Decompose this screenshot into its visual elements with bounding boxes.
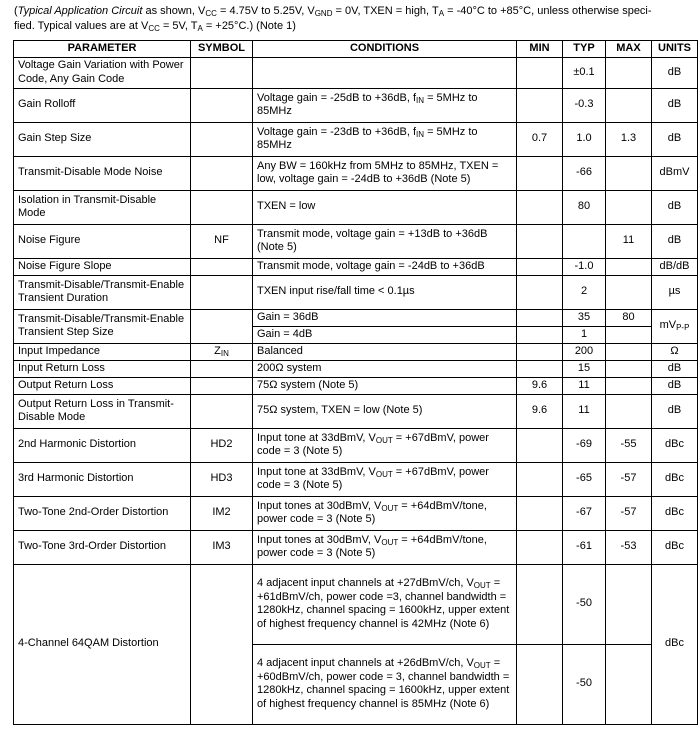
cond-text: = +64dBmV/tone, power code = 3 (Note 5) (257, 499, 487, 525)
cond-text: 4 adjacent input channels at +27dBmV/ch, (257, 577, 467, 589)
conditions-cell (253, 564, 517, 644)
symbol-cell (191, 57, 253, 88)
cond-sub: IN (416, 129, 425, 139)
param-cell: Noise Figure (14, 224, 191, 258)
units-cell (652, 309, 698, 343)
typ-cell: 80 (563, 190, 606, 224)
max-cell (606, 156, 652, 190)
max-cell (606, 343, 652, 360)
cond-text: = +61dBmV/ch, power code =3, channel bandwidth = 1280kHz, channel spacing = 1600kHz, upper extent of highest frequency channel is 42MHz (Note 6) (257, 577, 510, 630)
header-conditions: CONDITIONS (253, 41, 517, 58)
table-row (14, 156, 698, 190)
max-cell: -53 (606, 530, 652, 564)
intro-open-paren: ( (14, 5, 18, 17)
units-cell: dBc (652, 462, 698, 496)
cond-text: = 5MHz to 85MHz (257, 125, 478, 151)
max-cell: 11 (606, 224, 652, 258)
max-cell (606, 258, 652, 275)
header-parameter: PARAMETER (14, 41, 191, 58)
conditions-intro (14, 4, 694, 33)
intro-italic: Typical Application Circuit (17, 5, 143, 17)
min-cell (517, 224, 563, 258)
symbol-cell: NF (191, 224, 253, 258)
typ-cell: -65 (563, 462, 606, 496)
min-cell: 9.6 (517, 377, 563, 394)
units-cell: dB (652, 394, 698, 428)
symbol-text: Z (214, 344, 221, 357)
param-cell: Transmit-Disable/Transmit-Enable Transient Step Size (14, 309, 191, 343)
symbol-cell (191, 275, 253, 309)
typ-cell: -50 (563, 644, 606, 724)
min-cell (517, 190, 563, 224)
min-cell (517, 309, 563, 326)
units-cell: dB (652, 190, 698, 224)
header-units: UNITS (652, 41, 698, 58)
typ-cell: 35 (563, 309, 606, 326)
min-cell (517, 343, 563, 360)
conditions-cell (253, 88, 517, 122)
intro-text: as shown, V (142, 5, 206, 17)
units-cell: dBmV (652, 156, 698, 190)
table-row (14, 496, 698, 530)
param-cell: Gain Step Size (14, 122, 191, 156)
table-row (14, 88, 698, 122)
symbol-cell (191, 564, 253, 724)
typ-cell: 1 (563, 326, 606, 343)
header-row (14, 41, 698, 58)
units-cell: dBc (652, 530, 698, 564)
min-cell (517, 530, 563, 564)
units-cell: dB (652, 224, 698, 258)
min-cell (517, 496, 563, 530)
min-cell (517, 360, 563, 377)
units-cell: µs (652, 275, 698, 309)
cond-text: Voltage gain = -25dB to +36dB, f (257, 91, 417, 104)
cond-text: Input tones at 30dBmV, V (257, 533, 382, 546)
typ-cell: 11 (563, 377, 606, 394)
units-text: mV (659, 319, 677, 332)
cond-text: = +67dBmV, power code = 3 (Note 5) (257, 431, 489, 457)
param-cell: Input Return Loss (14, 360, 191, 377)
header-typ: TYP (563, 41, 606, 58)
typ-cell: 11 (563, 394, 606, 428)
conditions-cell: TXEN = low (253, 190, 517, 224)
min-cell (517, 57, 563, 88)
cond-sub: OUT (473, 581, 491, 590)
units-cell: Ω (652, 343, 698, 360)
table-row (14, 428, 698, 462)
typ-cell: -67 (563, 496, 606, 530)
cond-text: Input tones at 30dBmV, V (257, 499, 382, 512)
units-cell: dBc (652, 564, 698, 724)
conditions-cell (253, 57, 517, 88)
conditions-cell (253, 462, 517, 496)
max-cell (606, 57, 652, 88)
param-cell: Transmit-Disable Mode Noise (14, 156, 191, 190)
min-cell: 9.6 (517, 394, 563, 428)
conditions-cell: Any BW = 160kHz from 5MHz to 85MHz, TXEN = low, voltage gain = -24dB to +36dB (Note 5) (253, 156, 517, 190)
max-cell (606, 394, 652, 428)
param-cell: Input Impedance (14, 343, 191, 360)
typ-cell: ±0.1 (563, 57, 606, 88)
intro-line-1 (14, 4, 694, 19)
cond-sub: OUT (375, 469, 393, 479)
intro-sub: A (438, 9, 445, 18)
typ-cell: -50 (563, 564, 606, 644)
table-row (14, 190, 698, 224)
intro-line-2 (14, 19, 694, 34)
symbol-cell (191, 156, 253, 190)
table-row (14, 564, 698, 644)
param-cell: Transmit-Disable/Transmit-Enable Transient Duration (14, 275, 191, 309)
electrical-characteristics-table (13, 40, 698, 725)
min-cell (517, 462, 563, 496)
min-cell (517, 275, 563, 309)
table-row (14, 462, 698, 496)
intro-sub: CC (205, 9, 217, 18)
symbol-sub: IN (220, 348, 229, 358)
param-cell: Output Return Loss in Transmit-Disable Mode (14, 394, 191, 428)
min-cell (517, 644, 563, 724)
param-cell: 2nd Harmonic Distortion (14, 428, 191, 462)
conditions-cell: Gain = 36dB (253, 309, 517, 326)
intro-sub: A (197, 23, 203, 33)
intro-sub: CC (148, 23, 160, 33)
conditions-cell (253, 428, 517, 462)
symbol-cell (191, 360, 253, 377)
table-row (14, 343, 698, 360)
cond-sub: OUT (375, 435, 393, 445)
header-symbol: SYMBOL (191, 41, 253, 58)
param-cell: Two-Tone 3rd-Order Distortion (14, 530, 191, 564)
conditions-cell: 75Ω system (Note 5) (253, 377, 517, 394)
max-cell (606, 360, 652, 377)
max-cell: -57 (606, 462, 652, 496)
table-row (14, 275, 698, 309)
cond-text: 4 adjacent input channels at +26dBmV/ch, (257, 657, 467, 669)
param-cell: 3rd Harmonic Distortion (14, 462, 191, 496)
symbol-cell (191, 258, 253, 275)
min-cell (517, 428, 563, 462)
typ-cell: 200 (563, 343, 606, 360)
intro-text: = 4.75V to 5.25V, V (216, 5, 315, 17)
cond-sub: OUT (473, 661, 491, 670)
typ-cell: -69 (563, 428, 606, 462)
intro-text: fied. Typical values are at V (14, 19, 149, 32)
cond-sub: OUT (381, 503, 399, 513)
table-row (14, 122, 698, 156)
max-cell (606, 377, 652, 394)
typ-cell: 2 (563, 275, 606, 309)
min-cell: 0.7 (517, 122, 563, 156)
table-row (14, 530, 698, 564)
cond-text: = +64dBmV/tone, power code = 3 (Note 5) (257, 533, 487, 559)
min-cell (517, 326, 563, 343)
units-cell: dB (652, 88, 698, 122)
min-cell (517, 258, 563, 275)
typ-cell: 1.0 (563, 122, 606, 156)
intro-text: = +25°C.) (Note 1) (202, 19, 296, 32)
units-sub: P-P (676, 323, 690, 333)
cond-text: V (466, 657, 474, 669)
cond-sub: IN (416, 95, 425, 105)
max-cell: 80 (606, 309, 652, 326)
typ-cell: 15 (563, 360, 606, 377)
header-max: MAX (606, 41, 652, 58)
units-cell: dBc (652, 428, 698, 462)
units-cell: dB (652, 360, 698, 377)
max-cell (606, 275, 652, 309)
table-row (14, 224, 698, 258)
conditions-cell: Transmit mode, voltage gain = +13dB to +36dB (Note 5) (253, 224, 517, 258)
conditions-cell (253, 644, 517, 724)
conditions-cell (253, 496, 517, 530)
intro-sub: GND (314, 9, 333, 18)
table-row (14, 360, 698, 377)
min-cell (517, 88, 563, 122)
table-row (14, 57, 698, 88)
table-row (14, 377, 698, 394)
units-cell: dB (652, 122, 698, 156)
units-cell: dB (652, 377, 698, 394)
max-cell: -57 (606, 496, 652, 530)
conditions-cell: Gain = 4dB (253, 326, 517, 343)
intro-text: = 5V, T (159, 19, 198, 32)
param-cell: Voltage Gain Variation with Power Code, Any Gain Code (14, 57, 191, 88)
max-cell (606, 644, 652, 724)
symbol-cell: HD2 (191, 428, 253, 462)
symbol-cell: IM3 (191, 530, 253, 564)
max-cell: 1.3 (606, 122, 652, 156)
units-cell: dB (652, 57, 698, 88)
symbol-cell (191, 190, 253, 224)
max-cell (606, 88, 652, 122)
typ-cell (563, 224, 606, 258)
max-cell (606, 564, 652, 644)
symbol-cell: HD3 (191, 462, 253, 496)
units-cell: dBc (652, 496, 698, 530)
conditions-cell: TXEN input rise/fall time < 0.1µs (253, 275, 517, 309)
symbol-cell (191, 343, 253, 360)
conditions-cell: 75Ω system, TXEN = low (Note 5) (253, 394, 517, 428)
param-cell: Output Return Loss (14, 377, 191, 394)
typ-cell: -61 (563, 530, 606, 564)
symbol-cell (191, 309, 253, 343)
param-cell: 4-Channel 64QAM Distortion (14, 564, 191, 724)
symbol-cell: IM2 (191, 496, 253, 530)
symbol-cell (191, 122, 253, 156)
typ-cell: -1.0 (563, 258, 606, 275)
table-row (14, 258, 698, 275)
typ-cell: -0.3 (563, 88, 606, 122)
cond-text: = +60dBmV/ch, power code = 3, channel bandwidth = 1280kHz, channel spacing = 1600kHz, upper extent of highest frequency channel is 85MHz (Note 6) (257, 657, 510, 710)
min-cell (517, 564, 563, 644)
cond-sub: OUT (381, 537, 399, 547)
param-cell: Two-Tone 2nd-Order Distortion (14, 496, 191, 530)
symbol-cell (191, 394, 253, 428)
table-row (14, 394, 698, 428)
max-cell (606, 326, 652, 343)
intro-text: = 0V, TXEN = high, T (332, 5, 439, 17)
cond-text: = 5MHz to 85MHz (257, 91, 478, 117)
cond-text: Voltage gain = -23dB to +36dB, f (257, 125, 417, 138)
min-cell (517, 156, 563, 190)
max-cell (606, 190, 652, 224)
conditions-cell: 200Ω system (253, 360, 517, 377)
cond-text: V (466, 577, 474, 589)
table-row (14, 309, 698, 326)
param-cell: Isolation in Transmit-Disable Mode (14, 190, 191, 224)
header-min: MIN (517, 41, 563, 58)
symbol-cell (191, 88, 253, 122)
conditions-cell: Transmit mode, voltage gain = -24dB to +36dB (253, 258, 517, 275)
conditions-cell: Balanced (253, 343, 517, 360)
param-cell: Noise Figure Slope (14, 258, 191, 275)
symbol-cell (191, 377, 253, 394)
typ-cell: -66 (563, 156, 606, 190)
intro-text: = -40°C to +85°C, unless otherwise speci- (444, 5, 652, 17)
conditions-cell (253, 530, 517, 564)
param-cell: Gain Rolloff (14, 88, 191, 122)
max-cell: -55 (606, 428, 652, 462)
cond-text: Input tone at 33dBmV, V (257, 465, 376, 478)
cond-text: = +67dBmV, power code = 3 (Note 5) (257, 465, 489, 491)
conditions-cell (253, 122, 517, 156)
cond-text: Input tone at 33dBmV, V (257, 431, 376, 444)
units-cell: dB/dB (652, 258, 698, 275)
